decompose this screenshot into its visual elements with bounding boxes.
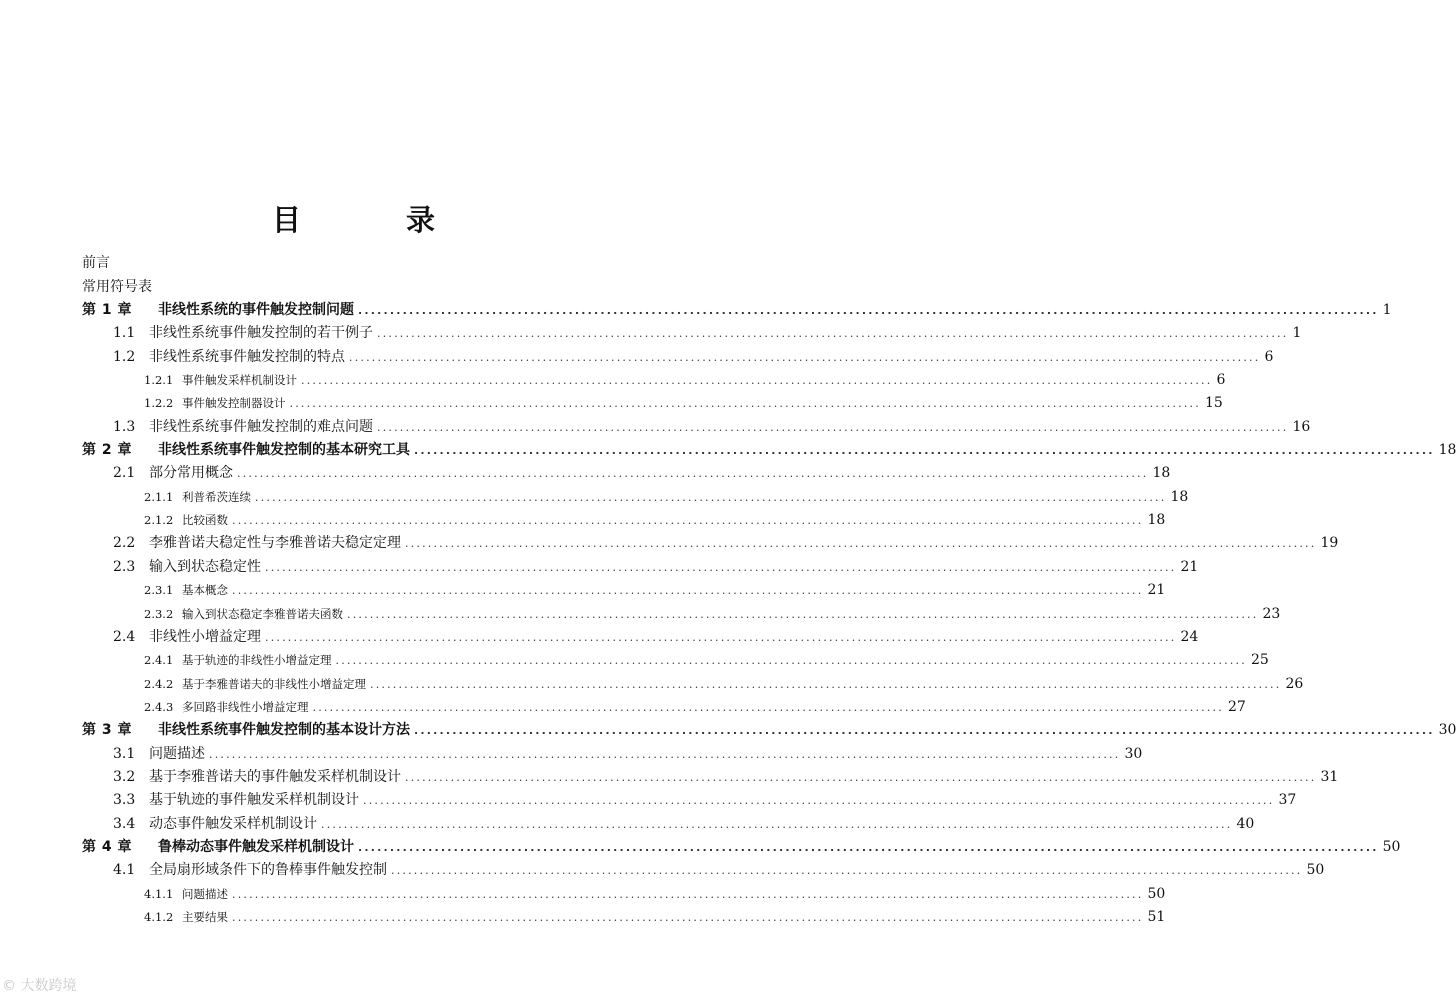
toc-entry-page: 6 bbox=[1216, 372, 1226, 389]
toc-entry-number: 2.1 bbox=[113, 465, 136, 482]
toc-entry-number: 2.3 bbox=[113, 558, 136, 575]
toc-entry-page: 1 bbox=[1292, 325, 1302, 342]
toc-leader-dots: ................................................................................................................................................................ bbox=[232, 514, 1144, 528]
toc-entry-title: 主要结果 bbox=[182, 909, 228, 924]
toc-leader-dots: ................................................................................................................................................................ bbox=[321, 817, 1233, 831]
toc-entry-title: 基于轨迹的非线性小增益定理 bbox=[182, 653, 332, 668]
toc-entry-title: 非线性系统事件触发控制的基本设计方法 bbox=[158, 722, 410, 739]
toc-entry-title: 比较函数 bbox=[182, 513, 228, 528]
toc-leader-dots: ................................................................................................................................................................ bbox=[414, 724, 1435, 738]
toc-entry-page: 18 bbox=[1438, 442, 1456, 459]
toc-entry bbox=[82, 273, 627, 296]
toc-leader-dots: ................................................................................................................................................................ bbox=[232, 584, 1144, 598]
toc-leader-dots: ................................................................................................................................................................ bbox=[335, 654, 1247, 668]
table-of-contents bbox=[82, 250, 1456, 927]
toc-entry bbox=[82, 390, 1223, 413]
toc-entry-page: 30 bbox=[1438, 722, 1456, 739]
toc-entry bbox=[82, 857, 1325, 880]
toc-entry-number: 4.1.2 bbox=[144, 909, 174, 924]
toc-entry-title: 基于李雅普诺夫的非线性小增益定理 bbox=[182, 676, 366, 691]
toc-entry bbox=[82, 577, 1166, 600]
toc-entry-page: 50 bbox=[1306, 862, 1325, 879]
toc-leader-dots: ................................................................................................................................................................ bbox=[414, 444, 1435, 458]
toc-entry-number: 第 3 章 bbox=[82, 722, 132, 739]
toc-entry-title: 多回路非线性小增益定理 bbox=[182, 699, 309, 714]
toc-entry-title: 输入到状态稳定性 bbox=[149, 558, 261, 575]
toc-entry bbox=[82, 810, 1255, 833]
toc-entry bbox=[82, 717, 1456, 740]
toc-entry bbox=[82, 437, 1456, 460]
toc-entry bbox=[82, 460, 1171, 483]
toc-entry-page: 16 bbox=[1292, 418, 1311, 435]
toc-entry-title: 利普希茨连续 bbox=[182, 489, 251, 504]
toc-entry bbox=[82, 880, 1166, 903]
toc-entry-title: 常用符号表 bbox=[82, 278, 152, 295]
toc-leader-dots: ................................................................................................................................................................ bbox=[358, 840, 1379, 854]
toc-entry bbox=[82, 764, 1339, 787]
toc-entry-number: 4.1 bbox=[113, 862, 136, 879]
toc-entry-number: 3.1 bbox=[113, 745, 136, 762]
toc-entry-page: 25 bbox=[1250, 652, 1269, 669]
toc-entry-page: 23 bbox=[1262, 605, 1281, 622]
toc-entry bbox=[82, 787, 1297, 810]
toc-leader-dots: ................................................................................................................................................................ bbox=[347, 607, 1259, 621]
toc-entry-title: 输入到状态稳定李雅普诺夫函数 bbox=[182, 606, 343, 621]
toc-leader-dots: ................................................................................................................................................................ bbox=[312, 700, 1224, 714]
toc-entry-number: 2.4 bbox=[113, 628, 136, 645]
toc-leader-dots: ................................................................................................................................................................ bbox=[370, 677, 1282, 691]
toc-entry-number: 第 1 章 bbox=[82, 302, 132, 319]
toc-leader-dots: ................................................................................................................................................................ bbox=[265, 630, 1177, 644]
toc-entry-number: 2.2 bbox=[113, 535, 136, 552]
toc-entry-title: 全局扇形域条件下的鲁棒事件触发控制 bbox=[149, 862, 387, 879]
toc-entry-page: 18 bbox=[1152, 465, 1171, 482]
toc-leader-dots: ................................................................................................................................................................ bbox=[405, 537, 1317, 551]
toc-entry-page: 50 bbox=[1382, 838, 1401, 855]
toc-leader-dots: ................................................................................................................................................................ bbox=[289, 397, 1201, 411]
toc-entry-number: 2.4.3 bbox=[144, 699, 174, 714]
toc-entry-title: 非线性系统的事件触发控制问题 bbox=[158, 302, 354, 319]
toc-entry-number: 第 2 章 bbox=[82, 442, 132, 459]
toc-entry bbox=[82, 624, 1199, 647]
toc-leader-dots: ................................................................................................................................................................ bbox=[377, 327, 1289, 341]
toc-leader-dots: ................................................................................................................................................................ bbox=[363, 794, 1275, 808]
toc-entry-title: 基本概念 bbox=[182, 583, 228, 598]
toc-entry-title: 问题描述 bbox=[149, 745, 205, 762]
toc-entry-page: 51 bbox=[1147, 908, 1166, 925]
toc-entry bbox=[82, 740, 1143, 763]
toc-entry bbox=[82, 250, 627, 273]
toc-entry bbox=[82, 600, 1281, 623]
toc-entry bbox=[82, 367, 1226, 390]
toc-entry bbox=[82, 320, 1302, 343]
toc-entry-title: 非线性系统事件触发控制的基本研究工具 bbox=[158, 442, 410, 459]
toc-entry bbox=[82, 834, 1401, 857]
toc-entry-number: 第 4 章 bbox=[82, 838, 132, 855]
toc-entry-number: 1.2.2 bbox=[144, 396, 174, 411]
toc-leader-dots: ................................................................................................................................................................ bbox=[265, 560, 1177, 574]
toc-entry-page: 21 bbox=[1180, 558, 1199, 575]
toc-entry-page: 30 bbox=[1124, 745, 1143, 762]
toc-entry bbox=[82, 343, 1274, 366]
toc-entry-title: 基于李雅普诺夫的事件触发采样机制设计 bbox=[149, 768, 401, 785]
toc-leader-dots: ................................................................................................................................................................ bbox=[301, 374, 1213, 388]
toc-entry-page: 15 bbox=[1204, 395, 1223, 412]
toc-entry-number: 1.2.1 bbox=[144, 373, 174, 388]
page-title: 目 录 bbox=[271, 203, 473, 237]
toc-entry-number: 2.1.2 bbox=[144, 513, 174, 528]
toc-leader-dots: ................................................................................................................................................................ bbox=[377, 420, 1289, 434]
toc-entry-title: 非线性系统事件触发控制的难点问题 bbox=[149, 418, 373, 435]
toc-entry bbox=[82, 694, 1246, 717]
toc-entry-title: 基于轨迹的事件触发采样机制设计 bbox=[149, 792, 359, 809]
toc-entry-page: 19 bbox=[1320, 535, 1339, 552]
toc-entry bbox=[82, 530, 1339, 553]
toc-entry-title: 部分常用概念 bbox=[149, 465, 233, 482]
toc-entry-title: 非线性系统事件触发控制的若干例子 bbox=[149, 325, 373, 342]
toc-entry-number: 3.2 bbox=[113, 768, 136, 785]
toc-leader-dots: ................................................................................................................................................................ bbox=[232, 910, 1144, 924]
toc-entry bbox=[82, 553, 1199, 576]
toc-leader-dots: ................................................................................................................................................................ bbox=[391, 864, 1303, 878]
toc-entry-page: 26 bbox=[1285, 675, 1304, 692]
toc-entry-page: 18 bbox=[1170, 488, 1189, 505]
toc-leader-dots: ................................................................................................................................................................ bbox=[349, 350, 1261, 364]
toc-entry-number: 2.3.1 bbox=[144, 583, 174, 598]
toc-entry-title: 前言 bbox=[82, 255, 110, 272]
toc-entry-number: 1.2 bbox=[113, 348, 136, 365]
toc-entry-page: 40 bbox=[1236, 815, 1255, 832]
toc-leader-dots: ................................................................................................................................................................ bbox=[232, 887, 1144, 901]
toc-entry-number: 2.1.1 bbox=[144, 489, 174, 504]
toc-entry-page: 6 bbox=[1264, 348, 1274, 365]
toc-entry-page: 24 bbox=[1180, 628, 1199, 645]
toc-entry-number: 3.4 bbox=[113, 815, 136, 832]
toc-entry-title: 李雅普诺夫稳定性与李雅普诺夫稳定定理 bbox=[149, 535, 401, 552]
toc-entry-title: 事件触发采样机制设计 bbox=[182, 373, 297, 388]
toc-entry-number: 1.1 bbox=[113, 325, 136, 342]
toc-entry-number: 1.3 bbox=[113, 418, 136, 435]
toc-entry-number: 4.1.1 bbox=[144, 886, 174, 901]
toc-entry-number: 2.3.2 bbox=[144, 606, 174, 621]
watermark: © 大数跨境 bbox=[2, 978, 77, 994]
toc-entry bbox=[82, 647, 1269, 670]
toc-entry-number: 2.4.1 bbox=[144, 653, 174, 668]
toc-leader-dots: ................................................................................................................................................................ bbox=[405, 770, 1317, 784]
toc-entry-page: 21 bbox=[1147, 582, 1166, 599]
toc-entry-title: 鲁棒动态事件触发采样机制设计 bbox=[158, 838, 354, 855]
toc-entry-page: 27 bbox=[1227, 698, 1246, 715]
toc-leader-dots: ................................................................................................................................................................ bbox=[358, 304, 1379, 318]
toc-entry-title: 事件触发控制器设计 bbox=[182, 396, 286, 411]
toc-entry bbox=[82, 670, 1304, 693]
toc-entry-page: 50 bbox=[1147, 885, 1166, 902]
toc-entry bbox=[82, 413, 1311, 436]
toc-leader-dots: ................................................................................................................................................................ bbox=[255, 490, 1167, 504]
toc-entry-number: 2.4.2 bbox=[144, 676, 174, 691]
toc-entry-title: 问题描述 bbox=[182, 886, 228, 901]
toc-entry bbox=[82, 904, 1166, 927]
toc-entry bbox=[82, 507, 1166, 530]
toc-entry-title: 动态事件触发采样机制设计 bbox=[149, 815, 317, 832]
toc-entry-page: 37 bbox=[1278, 792, 1297, 809]
toc-leader-dots: ................................................................................................................................................................ bbox=[237, 467, 1149, 481]
toc-entry-page: 31 bbox=[1320, 768, 1339, 785]
toc-entry-page: 1 bbox=[1382, 302, 1392, 319]
toc-entry-number: 3.3 bbox=[113, 792, 136, 809]
toc-entry-title: 非线性系统事件触发控制的特点 bbox=[149, 348, 345, 365]
toc-entry-title: 非线性小增益定理 bbox=[149, 628, 261, 645]
toc-entry-page: 18 bbox=[1147, 512, 1166, 529]
toc-entry bbox=[82, 483, 1189, 506]
toc-leader-dots: ................................................................................................................................................................ bbox=[209, 747, 1121, 761]
toc-entry bbox=[82, 297, 1392, 320]
